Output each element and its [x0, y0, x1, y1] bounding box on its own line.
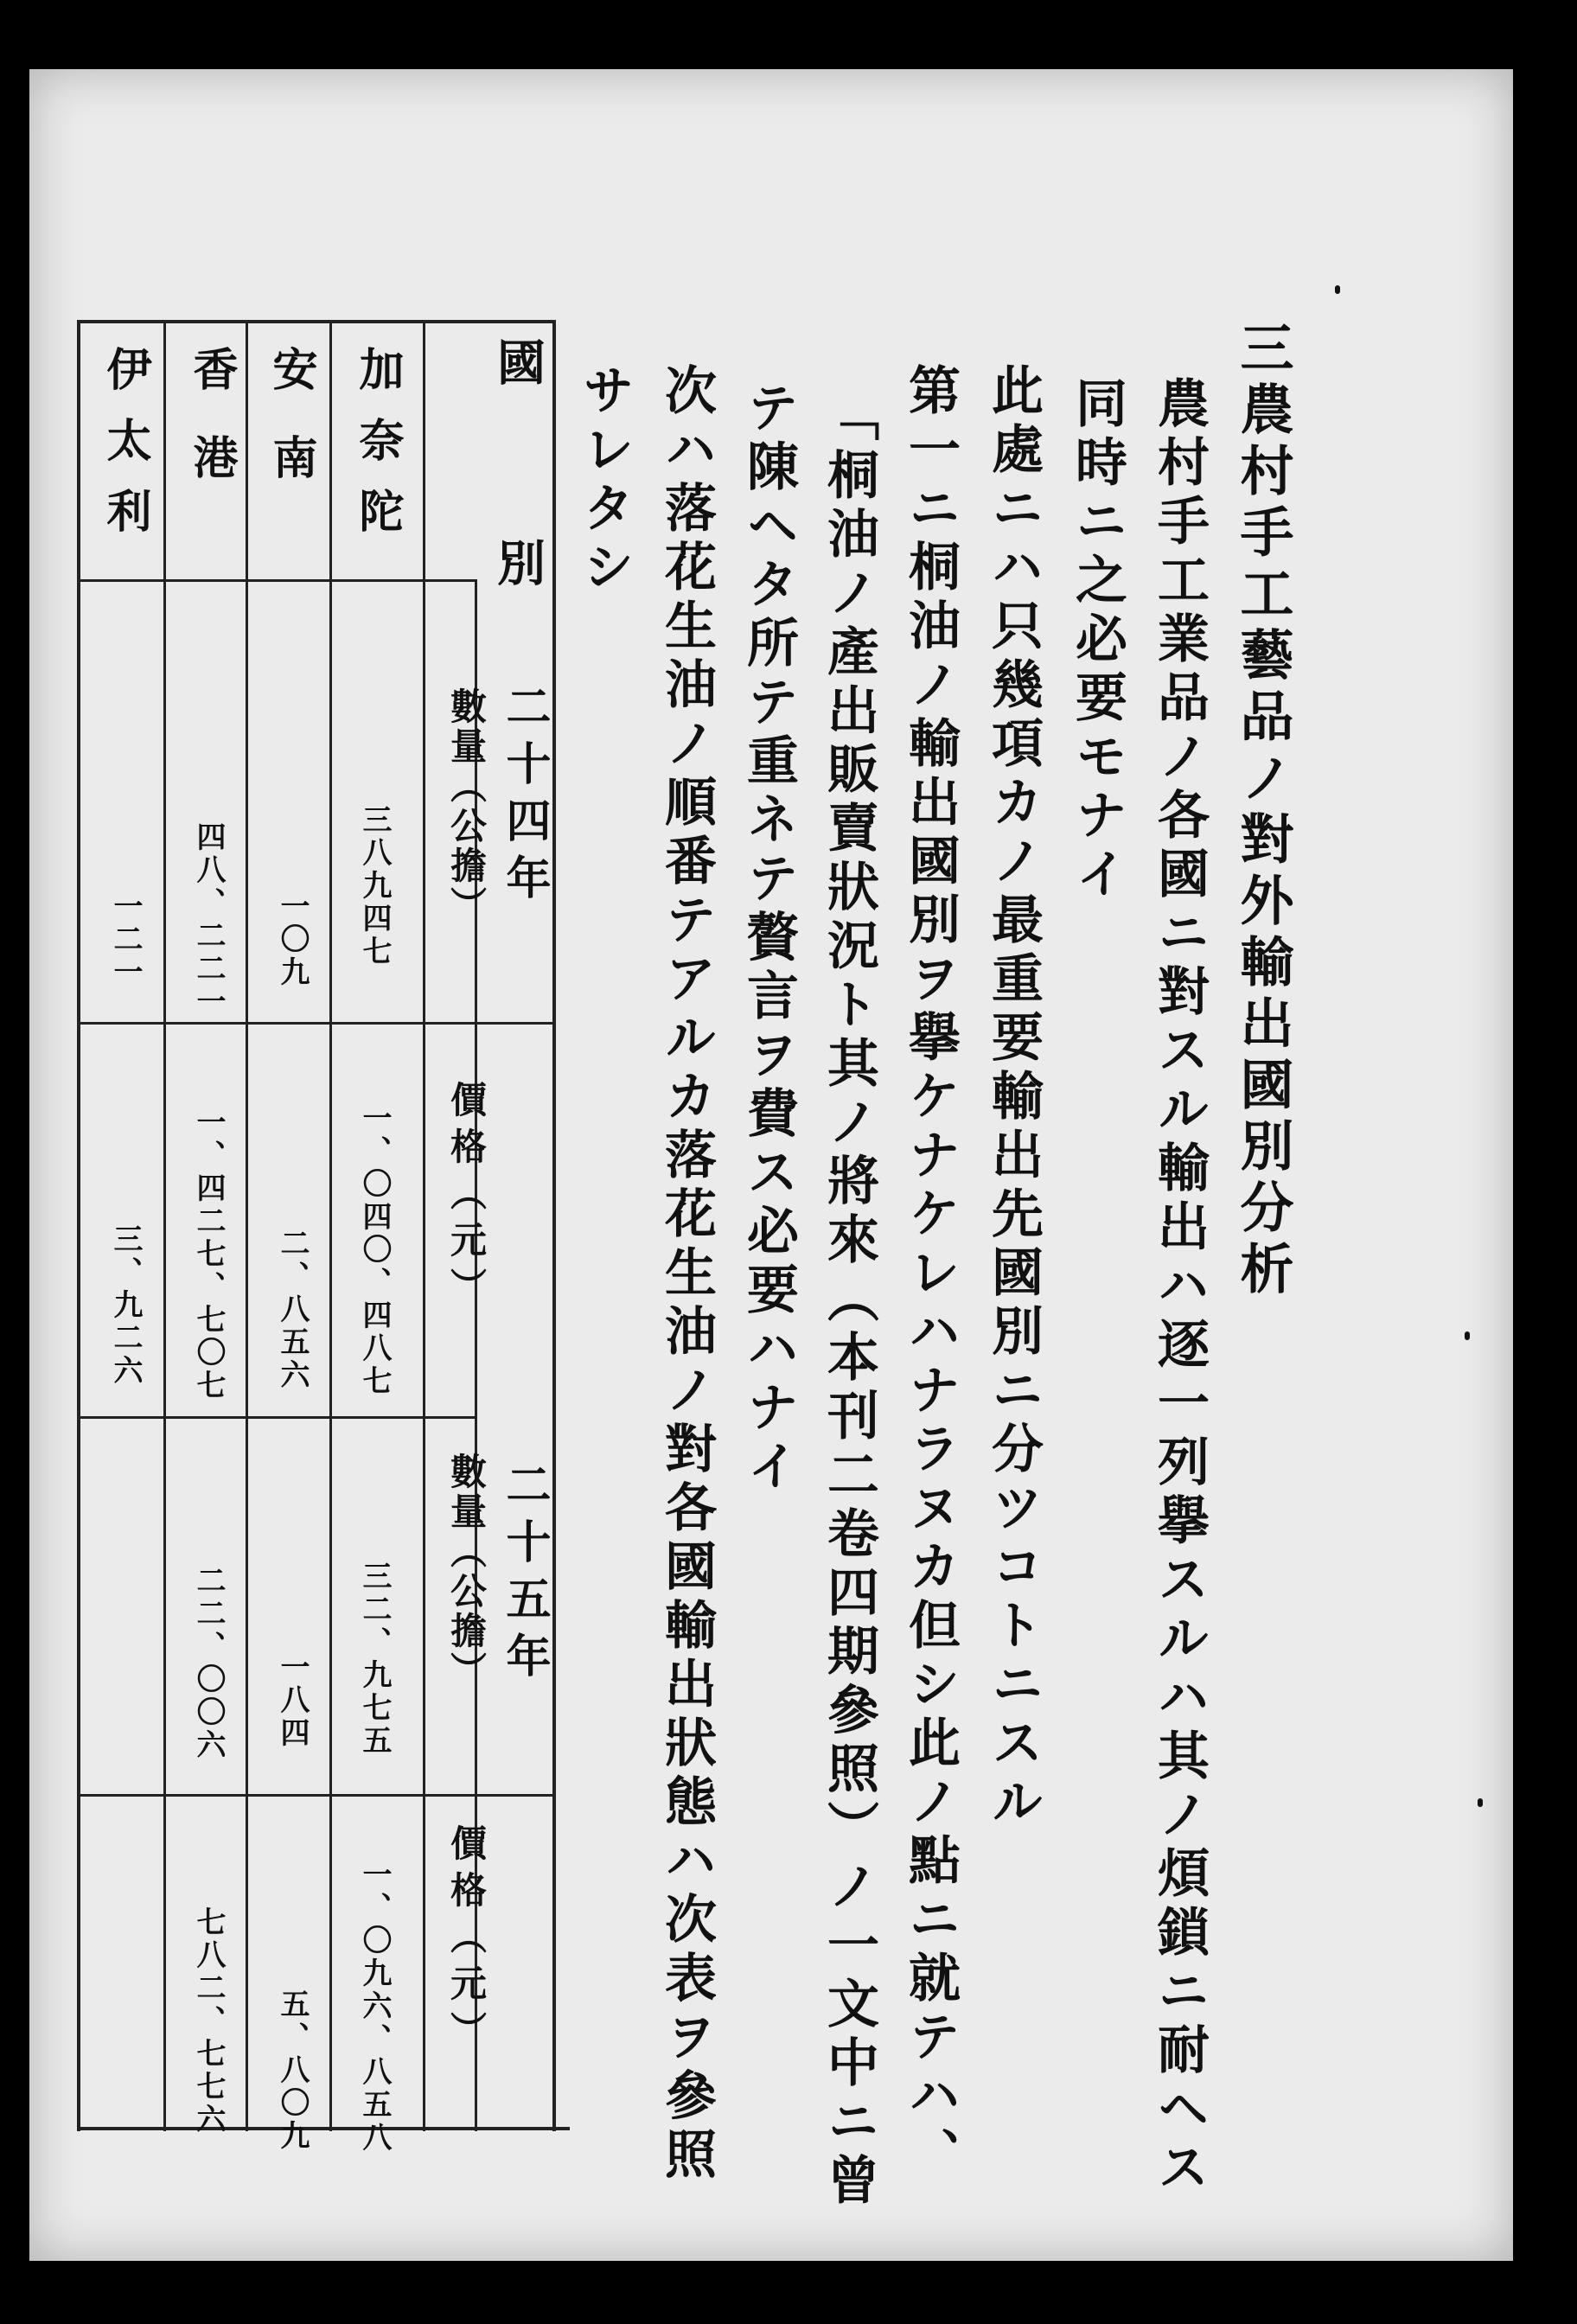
country-cell: 香港 [185, 346, 238, 522]
header-qty-2: 數量（公擔） [445, 1452, 488, 1691]
header-year-1: 二十四年 [498, 683, 551, 911]
country-cell: 加奈陀 [351, 346, 404, 559]
header-country: 國 別 [489, 337, 546, 638]
country-cell: 伊太利 [99, 346, 151, 559]
qty-cell: 三二、九七五 [357, 1561, 392, 1758]
qty-cell: 一〇九 [275, 891, 310, 989]
price-cell: 七八二、七七六 [191, 1906, 226, 2136]
qty-cell: 三八九四七 [357, 804, 392, 968]
paragraph-line: 農村手工業品ノ各國ニ對スル輸出ハ逐一列擧スルハ其ノ煩鎖ニ耐ヘス [1149, 376, 1210, 2199]
price-cell: 三、九二六 [108, 1223, 143, 1388]
paragraph-line: 此處ニハ只幾項カノ最重要輸出先國別ニ分ツコトニスル [983, 363, 1044, 1833]
ink-speck [1478, 1798, 1483, 1807]
qty-cell: 四八、二二一 [191, 821, 226, 1018]
paragraph-line: 同時ニ之必要モナイ [1067, 376, 1127, 905]
country-cell: 安南 [265, 346, 317, 522]
paragraph-line: 第一ニ桐油ノ輸出國別ヲ擧ケナケレハナラヌカ但シ此ノ點ニ就テハ、 [900, 363, 961, 2186]
price-cell: 二、八五六 [275, 1228, 310, 1392]
qty-cell: 一二一 [108, 891, 143, 989]
qty-cell: 二二、〇〇六 [191, 1565, 226, 1762]
price-cell: 一、四二七、七〇七 [191, 1107, 226, 1402]
price-cell: 五、八〇九 [275, 1989, 310, 2153]
header-price-2: 價格（元） [445, 1824, 488, 2058]
price-cell: 一、〇九六、八五八 [357, 1859, 392, 2155]
paragraph-line: サレタシ [574, 363, 635, 598]
header-year-2: 二十五年 [498, 1461, 551, 1689]
document-page [29, 69, 1513, 2261]
header-qty-1: 數量（公擔） [445, 687, 488, 926]
qty-cell: 一八四 [275, 1651, 310, 1750]
paragraph-line: 「桐油ノ產出販賣狀況ト其ノ將來（本刊二卷四期參照）ノ一文中ニ曾 [819, 389, 879, 2212]
ink-speck [1335, 285, 1340, 294]
export-table [77, 320, 570, 2155]
ink-speck [1465, 1331, 1470, 1340]
paragraph-line: テ陳ヘタ所テ重ネテ贅言ヲ費ス必要ハナイ [738, 380, 799, 1497]
header-price-1: 價格（元） [445, 1081, 488, 1314]
paragraph-line: 次ハ落花生油ノ順番テアルカ落花生油ノ對各國輸出狀態ハ次表ヲ參照 [656, 363, 717, 2186]
section-title: 三農村手工藝品ノ對外輸出國別分析 [1231, 320, 1294, 1302]
price-cell: 一、〇四〇、四八七 [357, 1102, 392, 1398]
